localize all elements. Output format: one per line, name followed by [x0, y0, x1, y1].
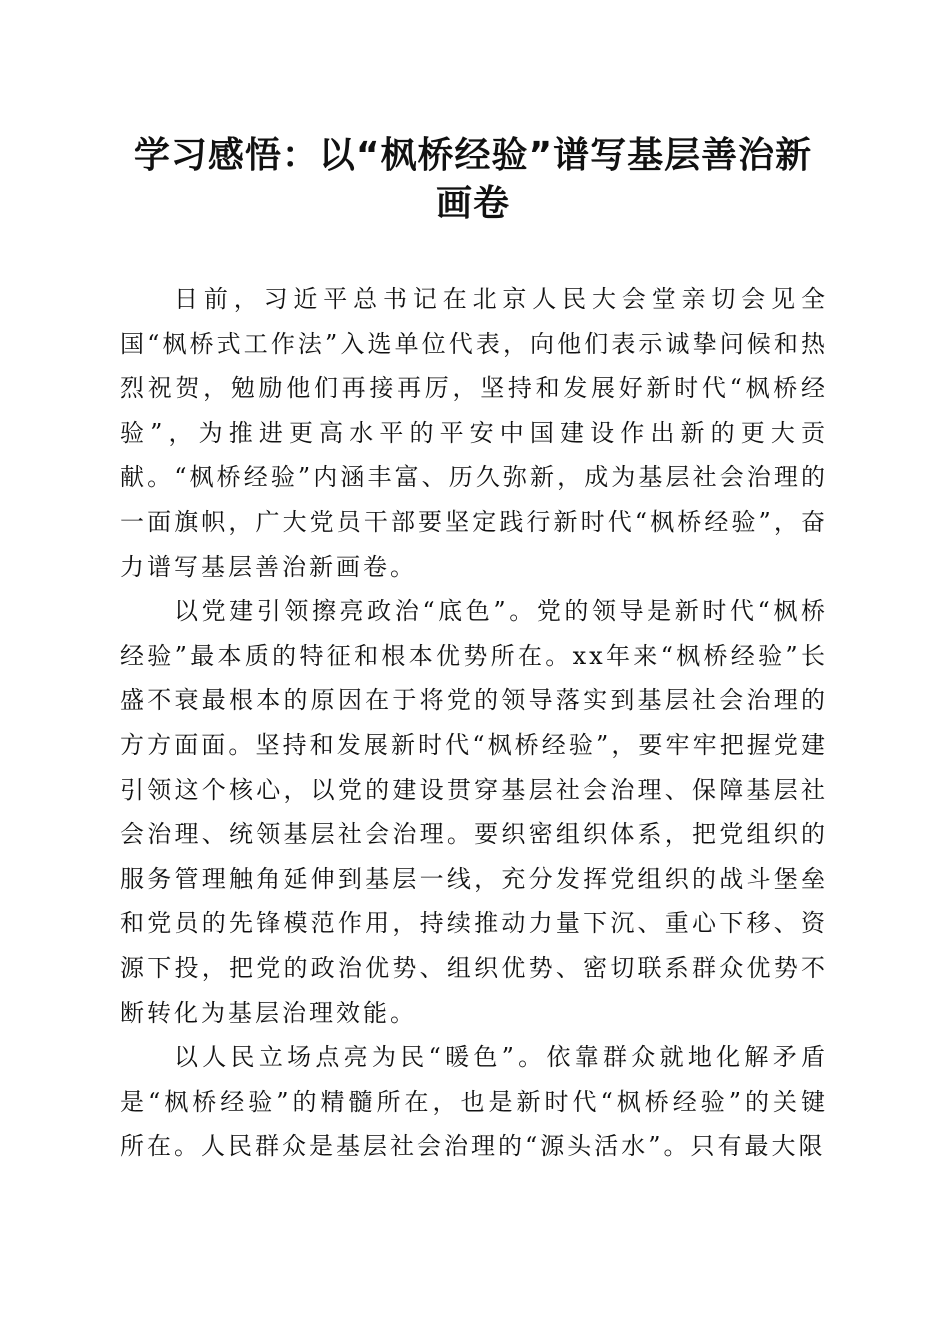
paragraph-intro: 日前，习近平总书记在北京人民大会堂亲切会见全国“枫桥式工作法”入选单位代表，向他们表示诚挚问候和热烈祝贺，勉励他们再接再厉，坚持和发展好新时代“枫桥经验”，为推进更高水平的平安中国建设作出新的更大贡献。“枫桥经验”内涵丰富、历久弥新，成为基层社会治理的一面旗帜，广大党员干部要坚定践行新时代“枫桥经验”，奋力谱写基层善治新画卷。	[120, 285, 828, 581]
document-title: 学习感悟：以“枫桥经验”谱写基层善治新画卷	[133, 135, 813, 224]
paragraph-people-stance: 以人民立场点亮为民“暖色”。依靠群众就地化解矛盾是“枫桥经验”的精髓所在，也是新时代“枫桥经验”的关键所在。人民群众是基层社会治理的“源头活水”。只有最大限	[120, 1043, 828, 1161]
document-body	[120, 277, 828, 1169]
paragraph-party-building: 以党建引领擦亮政治“底色”。党的领导是新时代“枫桥经验”最本质的特征和根本优势所在。xx年来“枫桥经验”长盛不衰最根本的原因在于将党的领导落实到基层社会治理的方方面面。坚持和发展新时代“枫桥经验”，要牢牢把握党建引领这个核心，以党的建设贯穿基层社会治理、保障基层社会治理、统领基层社会治理。要织密组织体系，把党组织的服务管理触角延伸到基层一线，充分发挥党组织的战斗堡垒和党员的先锋模范作用，持续推动力量下沉、重心下移、资源下投，把党的政治优势、组织优势、密切联系群众优势不断转化为基层治理效能。	[120, 597, 828, 1027]
